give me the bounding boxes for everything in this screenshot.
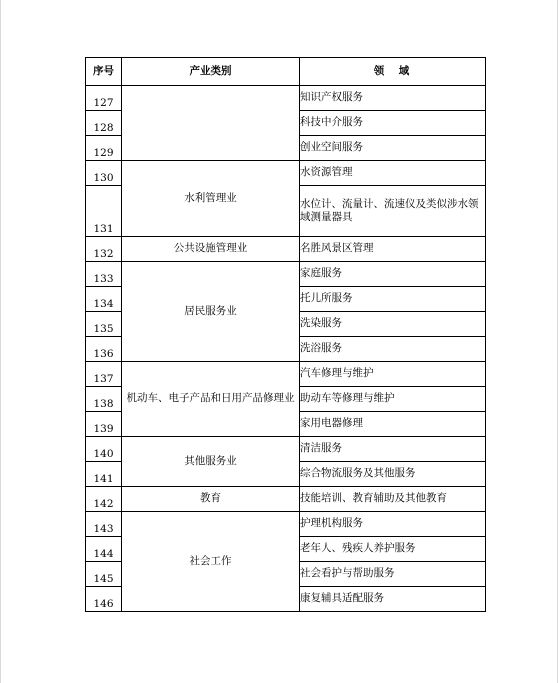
row-index: 136: [86, 337, 122, 362]
table-row: [86, 161, 486, 186]
table-row: [86, 262, 486, 287]
row-index: 129: [86, 136, 122, 161]
row-index: 137: [86, 362, 122, 387]
row-category: 其他服务业: [122, 437, 300, 487]
row-index: 135: [86, 312, 122, 337]
row-field: 汽车修理与维护: [300, 362, 486, 387]
row-category: 公共设施管理业: [122, 237, 300, 262]
row-field: 助动车等修理与维护: [300, 387, 486, 412]
table-row: [86, 512, 486, 537]
row-index: 146: [86, 587, 122, 612]
row-field: 家用电器修理: [300, 412, 486, 437]
header-index: 序号: [86, 58, 122, 86]
table-row: [86, 86, 486, 111]
header-category: 产业类别: [122, 58, 300, 86]
row-index: 138: [86, 387, 122, 412]
row-field: 家庭服务: [300, 262, 486, 287]
row-field: 创业空间服务: [300, 136, 486, 161]
row-category: 居民服务业: [122, 262, 300, 362]
row-field: 清洁服务: [300, 437, 486, 462]
row-index: 131: [86, 186, 122, 237]
row-index: 145: [86, 562, 122, 587]
row-field: 康复辅具适配服务: [300, 587, 486, 612]
header-field: 领 域: [300, 58, 486, 86]
row-index: 130: [86, 161, 122, 186]
row-index: 143: [86, 512, 122, 537]
row-category: 机动车、电子产品和日用产品修理业: [122, 362, 300, 437]
row-field: 洗浴服务: [300, 337, 486, 362]
row-field: 洗染服务: [300, 312, 486, 337]
table-row: [86, 237, 486, 262]
row-index: 127: [86, 86, 122, 111]
row-category: [122, 86, 300, 161]
row-index: 140: [86, 437, 122, 462]
row-field: 护理机构服务: [300, 512, 486, 537]
row-index: 133: [86, 262, 122, 287]
table-row: [86, 362, 486, 387]
row-category: 水利管理业: [122, 161, 300, 237]
table-row: [86, 487, 486, 512]
row-field: 知识产权服务: [300, 86, 486, 111]
row-index: 139: [86, 412, 122, 437]
row-field: 综合物流服务及其他服务: [300, 462, 486, 487]
row-field: 水资源管理: [300, 161, 486, 186]
row-category: 教育: [122, 487, 300, 512]
row-field: 技能培训、教育辅助及其他教育: [300, 487, 486, 512]
row-index: 144: [86, 537, 122, 562]
row-index: 141: [86, 462, 122, 487]
row-field: 社会看护与帮助服务: [300, 562, 486, 587]
table-header-row: [86, 58, 486, 86]
table-row: [86, 437, 486, 462]
row-field: 名胜风景区管理: [300, 237, 486, 262]
row-field: 水位计、流量计、流速仪及类似涉水领域测量器具: [300, 186, 486, 237]
row-index: 132: [86, 237, 122, 262]
row-field: 科技中介服务: [300, 111, 486, 136]
row-index: 142: [86, 487, 122, 512]
row-category: 社会工作: [122, 512, 300, 612]
row-index: 128: [86, 111, 122, 136]
industry-table: [85, 57, 486, 612]
row-field: 托儿所服务: [300, 287, 486, 312]
row-field: 老年人、残疾人养护服务: [300, 537, 486, 562]
row-index: 134: [86, 287, 122, 312]
